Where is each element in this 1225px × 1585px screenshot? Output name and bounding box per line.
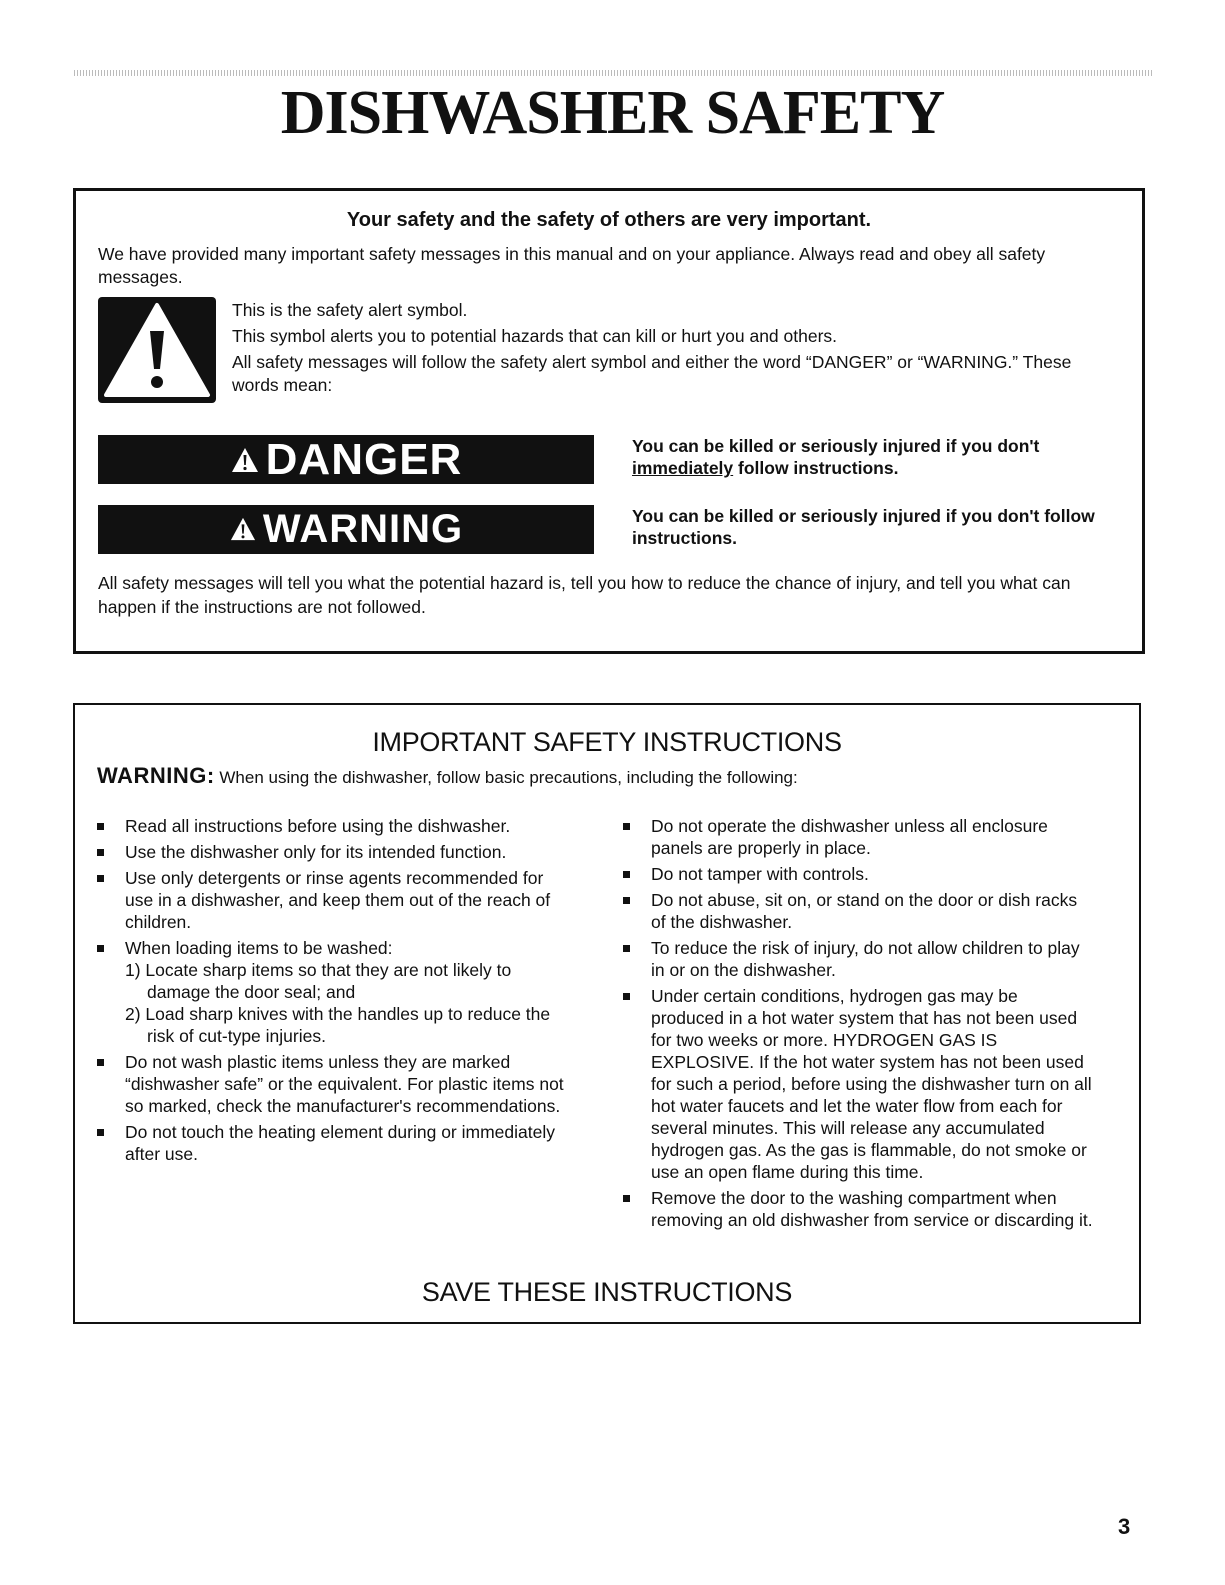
warning-label: WARNING xyxy=(262,507,464,551)
list-item xyxy=(97,1121,567,1165)
bullet-icon xyxy=(97,1059,104,1066)
instructions-left-column xyxy=(97,815,567,1169)
list-item xyxy=(623,863,1093,885)
danger-signal-banner xyxy=(98,435,594,484)
list-item-text: To reduce the risk of injury, do not allow children to play in or on the dishwasher. xyxy=(651,938,1080,980)
list-item-text: When loading items to be washed: xyxy=(125,938,393,958)
warning-message: You can be killed or seriously injured if you don't follow instructions. xyxy=(632,506,1095,548)
list-item-text: Do not touch the heating element during or immediately after use. xyxy=(125,1122,555,1164)
list-item-text: Use only detergents or rinse agents recommended for use in a dishwasher, and keep them out of the reach of children. xyxy=(125,868,551,932)
list-item xyxy=(623,889,1093,933)
list-item xyxy=(97,937,567,1047)
warning-triangle-icon xyxy=(229,507,257,552)
list-item-text: Remove the door to the washing compartment when removing an old dishwasher from service or discarding it. xyxy=(651,1188,1093,1230)
bullet-icon xyxy=(97,823,104,830)
instructions-warning-line xyxy=(97,763,798,789)
list-item xyxy=(97,815,567,837)
bullet-icon xyxy=(97,849,104,856)
list-item-text: Do not wash plastic items unless they are marked “dishwasher safe” or the equivalent. For plastic items not so marked, check the manufacturer's recommendations. xyxy=(125,1052,564,1116)
bullet-icon xyxy=(623,897,630,904)
alert-symbol-explanation xyxy=(232,299,1112,400)
safety-box-heading: Your safety and the safety of others are very important. xyxy=(346,209,872,231)
list-item xyxy=(97,1051,567,1117)
list-item-text: Use the dishwasher only for its intended function. xyxy=(125,842,507,862)
list-item xyxy=(623,937,1093,981)
instructions-right-column xyxy=(623,815,1093,1235)
bullet-icon xyxy=(97,945,104,952)
warning-signal-banner xyxy=(98,505,594,554)
list-item-text: Under certain conditions, hydrogen gas may be produced in a hot water system that has not been used for two weeks or more. HYDROGEN GAS IS EXPLOSIVE. If the hot water system has not been used for such a period, before using the dishwasher turn on all hot water faucets and let the water flow from each for several minutes. This will release any accumulated hydrogen gas. As the gas is flammable, do not smoke or use an open flame during this time. xyxy=(651,986,1092,1182)
list-item xyxy=(97,841,567,863)
safety-message-box xyxy=(73,188,1145,654)
alert-line: This symbol alerts you to potential hazards that can kill or hurt you and others. xyxy=(232,326,838,346)
top-divider xyxy=(74,70,1152,76)
bullet-icon xyxy=(623,945,630,952)
safety-outro-text: All safety messages will tell you what the potential hazard is, tell you how to reduce the chance of injury, and tell you what can happen if the instructions are not followed. xyxy=(98,573,1071,617)
loading-subitem: 1) Locate sharp items so that they are not likely to damage the door seal; and xyxy=(125,960,512,1002)
instructions-warning-text: When using the dishwasher, follow basic precautions, including the following: xyxy=(219,768,798,787)
danger-message-emphasis: immediately xyxy=(632,458,734,478)
danger-message-end: follow instructions. xyxy=(738,458,899,478)
safety-intro-text: We have provided many important safety messages in this manual and on your appliance. Always read and obey all safety messages. xyxy=(98,244,1046,287)
loading-subitem: 2) Load sharp knives with the handles up to reduce the risk of cut-type injuries. xyxy=(125,1004,551,1046)
instructions-warning-label: WARNING: xyxy=(97,763,215,788)
list-item xyxy=(623,1187,1093,1231)
list-item-text: Do not abuse, sit on, or stand on the door or dish racks of the dishwasher. xyxy=(651,890,1078,932)
list-item-text: Do not operate the dishwasher unless all enclosure panels are properly in place. xyxy=(651,816,1048,858)
bullet-icon xyxy=(623,993,630,1000)
bullet-icon xyxy=(623,823,630,830)
alert-line: This is the safety alert symbol. xyxy=(232,300,468,320)
page-title: DISHWASHER SAFETY xyxy=(280,79,945,147)
list-item xyxy=(97,867,567,933)
warning-triangle-icon xyxy=(230,435,260,485)
safety-alert-symbol-icon xyxy=(98,297,216,403)
danger-message xyxy=(632,435,1132,479)
danger-label: DANGER xyxy=(265,434,463,484)
list-item-text: Read all instructions before using the dishwasher. xyxy=(125,816,511,836)
danger-message-start: You can be killed or seriously injured if you don't xyxy=(632,436,1040,456)
instructions-heading: IMPORTANT SAFETY INSTRUCTIONS xyxy=(372,727,842,757)
page-number: 3 xyxy=(1118,1514,1131,1539)
alert-line: All safety messages will follow the safety alert symbol and either the word “DANGER” or “WARNING.” These words mean: xyxy=(232,352,1072,395)
instructions-footer: SAVE THESE INSTRUCTIONS xyxy=(421,1277,793,1307)
list-item xyxy=(623,985,1093,1183)
list-item-text: Do not tamper with controls. xyxy=(651,864,869,884)
bullet-icon xyxy=(623,1195,630,1202)
important-instructions-box xyxy=(73,703,1141,1324)
bullet-icon xyxy=(97,875,104,882)
bullet-icon xyxy=(97,1129,104,1136)
list-item xyxy=(623,815,1093,859)
bullet-icon xyxy=(623,871,630,878)
